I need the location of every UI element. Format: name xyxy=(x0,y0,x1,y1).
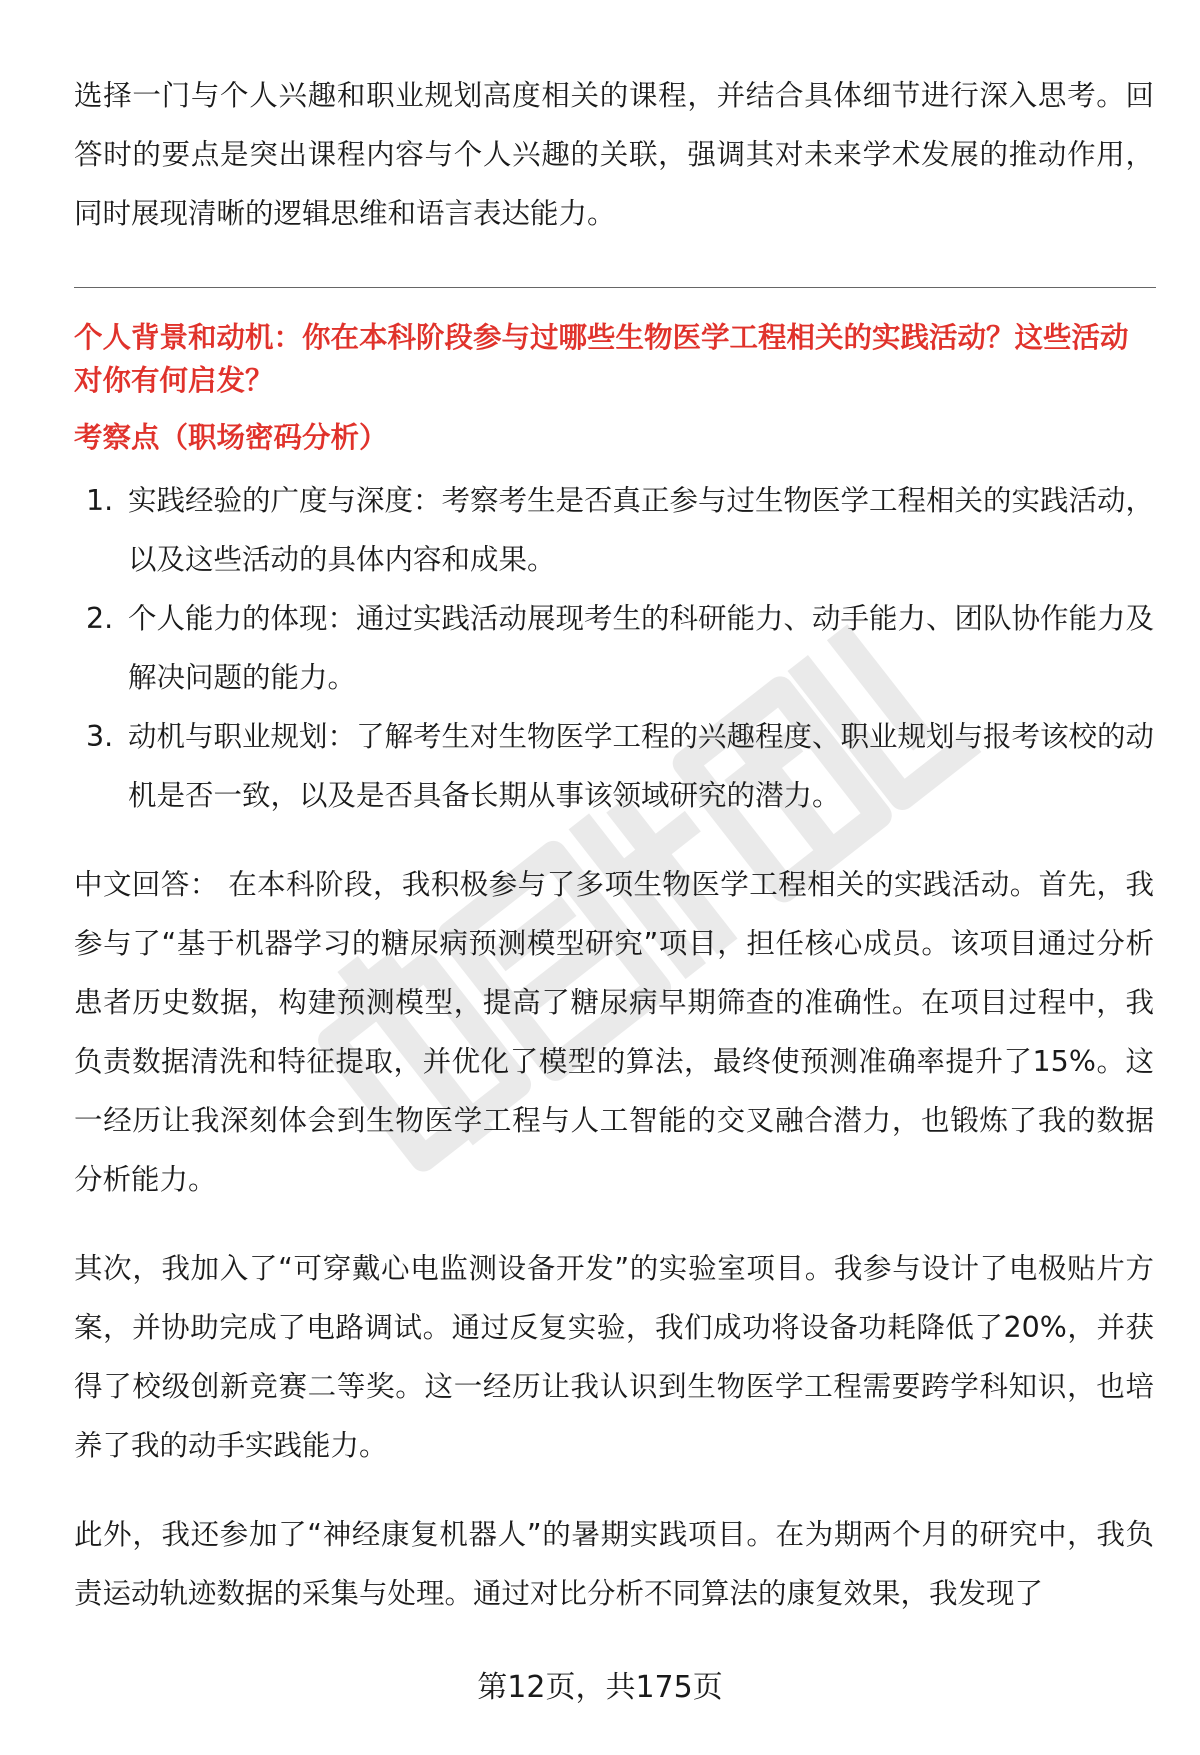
list-item xyxy=(74,589,1154,707)
answer-paragraph-1: 中文回答： 在本科阶段，我积极参与了多项生物医学工程相关的实践活动。首先，我参与了“基于机器学习的糖尿病预测模型研究”项目，担任核心成员。该项目通过分析患者历史数据，构建预测模型，提高了糖尿病早期筛查的准确性。在项目过程中，我负责数据清洗和特征提取，并优化了模型的算法，最终使预测准确率提升了15%。这一经历让我深刻体会到生物医学工程与人工智能的交叉融合潜力，也锻炼了我的数据分析能力。 xyxy=(74,868,1154,1196)
question-heading: 个人背景和动机：你在本科阶段参与过哪些生物医学工程相关的实践活动？这些活动对你有何启发？ xyxy=(74,321,1129,397)
page-number: 第12页，共175页 xyxy=(477,1670,723,1705)
list-item-text: 个人能力的体现：通过实践活动展现考生的科研能力、动手能力、团队协作能力及解决问题的能力。 xyxy=(128,602,1155,694)
list-item-text: 实践经验的广度与深度：考察考生是否真正参与过生物医学工程相关的实践活动，以及这些活动的具体内容和成果。 xyxy=(128,484,1155,576)
assessment-points-list xyxy=(74,471,1154,825)
section-divider xyxy=(74,287,1156,288)
answer-paragraph-3: 此外，我还参加了“神经康复机器人”的暑期实践项目。在为期两个月的研究中，我负责运动轨迹数据的采集与处理。通过对比分析不同算法的康复效果，我发现了 xyxy=(74,1518,1154,1610)
list-item xyxy=(74,471,1154,589)
list-item-number: 3. xyxy=(86,720,114,753)
assessment-points-title: 考察点（职场密码分析） xyxy=(74,421,388,454)
list-item xyxy=(74,707,1154,825)
intro-paragraph: 选择一门与个人兴趣和职业规划高度相关的课程，并结合具体细节进行深入思考。回答时的要点是突出课程内容与个人兴趣的关联，强调其对未来学术发展的推动作用，同时展现清晰的逻辑思维和语言表达能力。 xyxy=(74,79,1154,230)
answer-paragraph-2: 其次，我加入了“可穿戴心电监测设备开发”的实验室项目。我参与设计了电极贴片方案，并协助完成了电路调试。通过反复实验，我们成功将设备功耗降低了20%，并获得了校级创新竞赛二等奖。这一经历让我认识到生物医学工程需要跨学科知识，也培养了我的动手实践能力。 xyxy=(74,1252,1154,1462)
document-body xyxy=(74,66,1154,1623)
list-item-text: 动机与职业规划：了解考生对生物医学工程的兴趣程度、职业规划与报考该校的动机是否一致，以及是否具备长期从事该领域研究的潜力。 xyxy=(128,720,1155,812)
list-item-number: 1. xyxy=(86,484,114,517)
list-item-number: 2. xyxy=(86,602,114,635)
